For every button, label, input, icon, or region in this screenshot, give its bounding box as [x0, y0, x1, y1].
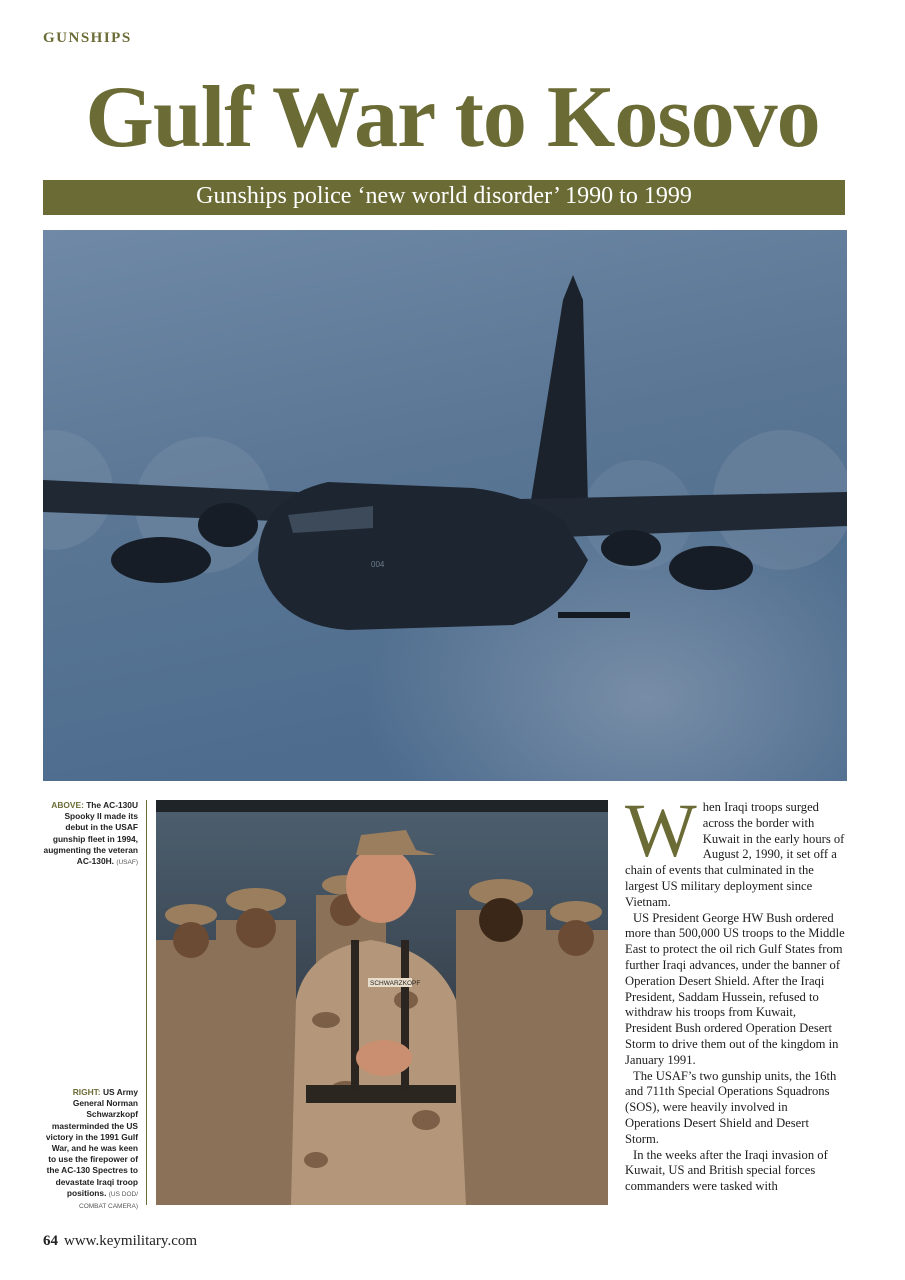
caption-lead: RIGHT: [72, 1087, 101, 1097]
photo-schwarzkopf [156, 800, 608, 1205]
caption-lead: ABOVE: [51, 800, 84, 810]
photo-credit: (US DOD/ COMBAT CAMERA) [79, 1190, 138, 1211]
subheading-bar [43, 180, 845, 215]
page-footer [43, 1233, 197, 1250]
article-paragraph: US President George HW Bush ordered more than 500,000 US troops to the Middle East to protect the oil rich Gulf States from further Iraqi advances, under the banner of Operation Desert Shield. After the Iraqi President, Saddam Hussein, refused to withdraw his troops from Kuwait, President Bush ordered Operation Desert Storm to drive them out of the kingdom in January 1991. [625, 910, 845, 1067]
engine-nacelle [198, 503, 258, 547]
article-paragraph: hen Iraqi troops surged across the border with Kuwait in the early hours of August 2, 1990, it set off a chain of events that culminated in the largest US military deployment since Vietnam. [625, 800, 845, 909]
photo-credit: (USAF) [116, 859, 138, 867]
website-link[interactable]: www.keymilitary.com [64, 1233, 198, 1249]
aircraft-marking: 004 [371, 560, 385, 569]
engine-nacelle [669, 546, 753, 590]
caption-above [43, 800, 138, 868]
section-label: GUNSHIPS [43, 30, 132, 46]
nametape: SCHWARZKOPF [370, 980, 421, 987]
dropcap: W [625, 789, 697, 873]
gunship-illustration [43, 230, 847, 781]
article-paragraph: The USAF’s two gunship units, the 16th and 711th Special Operations Squadrons (SOS), were heavily involved in Operations Desert Shield and Desert Storm. [625, 1068, 837, 1146]
article-paragraph: In the weeks after the Iraqi invasion of Kuwait, US and British special forces commanders were tasked with [625, 1147, 828, 1194]
page-title: Gulf War to Kosovo [85, 69, 820, 166]
subheading-text: Gunships police ‘new world disorder’ 1990 to 1999 [196, 183, 692, 209]
caption-divider [146, 800, 147, 1205]
general-face [346, 847, 416, 923]
caption-text: The AC-130U Spooky II made its debut in the USAF gunship fleet in 1994, augmenting the veteran AC-130H. [43, 800, 138, 867]
engine-nacelle [601, 530, 661, 566]
side-gun [558, 612, 630, 618]
page-number: 64 [43, 1233, 58, 1249]
troops-illustration [156, 800, 608, 1205]
hero-photo-ac130u [43, 230, 847, 781]
caption-text: US Army General Norman Schwarzkopf masterminded the US victory in the 1991 Gulf War, and he was keen to use the firepower of the AC-130 Spectres to devastate Iraqi troop positions. [45, 1087, 138, 1198]
engine-nacelle [111, 537, 211, 583]
caption-right [43, 1087, 138, 1212]
webbing-belt [306, 1085, 456, 1103]
article-body [625, 789, 845, 1195]
general-hands [356, 1040, 412, 1076]
